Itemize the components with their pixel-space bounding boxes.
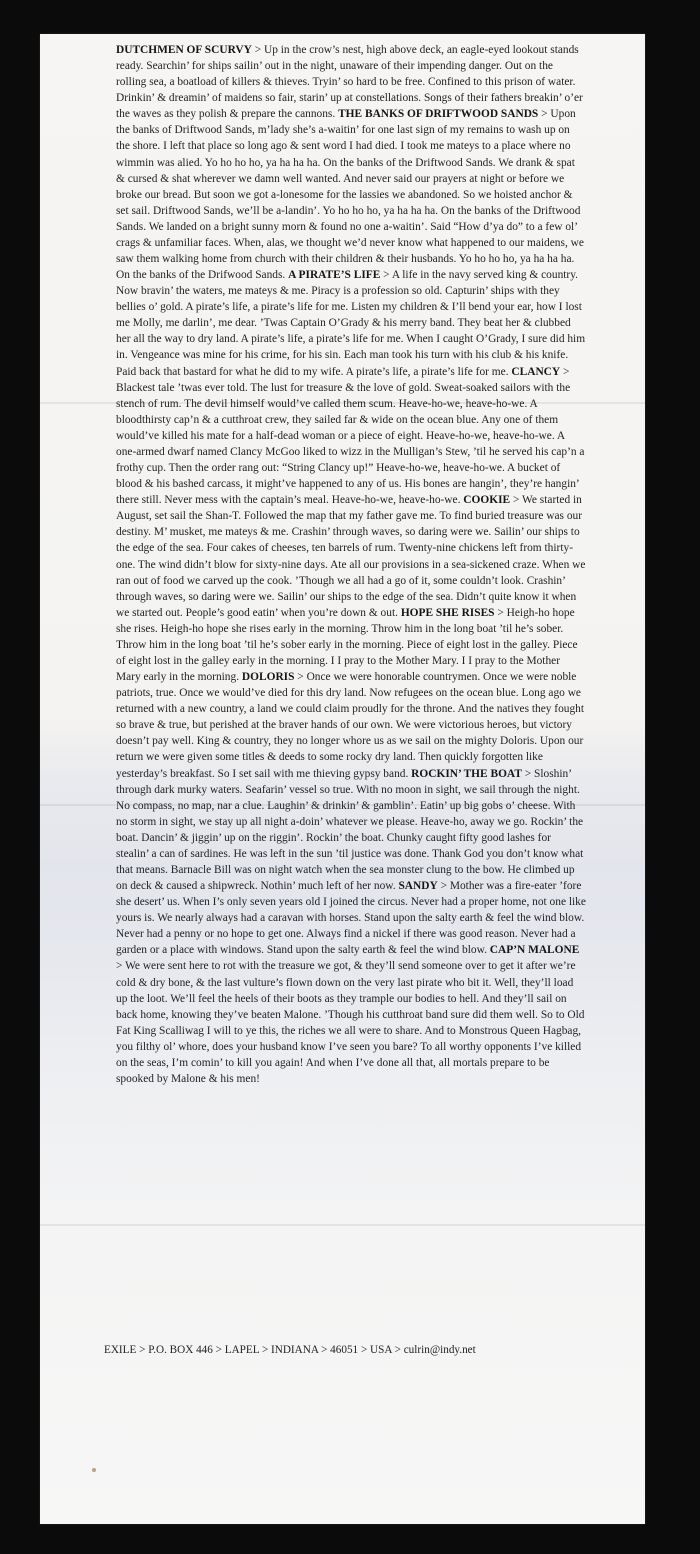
song-title: CLANCY (511, 365, 561, 378)
song-lyrics: Heigh-ho hope she rises. Heigh-ho hope she rises early in the morning. Throw him in the long boat ’til he’s sober. Throw him in the long boat ’til he’s sober early in the morning. Piece of eight lost in the galley. Piece of eight lost in the galley early in the morning. I I pray to the Mother Mary. I I pray to the Mother Mary early in the morning. (116, 606, 578, 684)
song-title: HOPE SHE RISES (400, 606, 495, 619)
separator: > (560, 365, 570, 378)
separator: > (294, 671, 307, 684)
song-title: DUTCHMEN OF SCURVY (116, 44, 252, 56)
song-the-banks-of-driftwood-sands (116, 108, 584, 281)
lyric-sheet (40, 34, 645, 1524)
song-lyrics: We were sent here to rot with the treasure we got, & they’ll send someone over to get it after we’re cold & dry bone, & the last vulture’s flown down on the very last pirate who bit it. Well, they’ll load up the loot. We’ll feel the heels of their boots as they trample our bodies to hell. And they’ll sail on back home, knowing they’ve beaten Malone. ’Though his cutthroat band sure did them well. So to Old Fat King Scalliwag I will to ye this, the riches we all were to share. And to Monstrous Queen Hagbag, you filthy ol’ whore, does your husband know I’ve seen you bare? To all worthy opponents I’ve killed on the seas, I’m comin’ to kill you again! And when I’ve done all that, all mortals prepare to be spooked by Malone & his men! (116, 960, 585, 1085)
song-title: COOKIE (463, 494, 511, 507)
separator: > (437, 880, 450, 893)
paper-speck (92, 1468, 96, 1472)
song-rockin-the-boat (116, 768, 583, 893)
separator: > (380, 269, 392, 282)
song-lyrics: We started in August, set sail the Shan-T. Followed the map that my father gave me. To find buried treasure was our destiny. M’ musket, me mateys & me. Crashin’ through waves, so daring were we. Sailin’ our ships to the edge of the sea. Four cakes of cheeses, ten barrels of rum. Twenty-nine chickens left from thirty-one. The wind didn’t blow for sixty-nine days. Ate all our provisions in a sea-sickened craze. When we ran out of food we carved up the cook. ’Though we all had a go of it, some couldn’t look. Crashin’ through waves, so daring were we. Sailin’ our ships to the edge of the sea. Didn’t quite know it when we started out. People’s good eatin’ when you’re down & out. (116, 494, 586, 619)
song-title: DOLORIS (241, 671, 295, 684)
song-title: THE BANKS OF DRIFTWOOD SANDS (338, 108, 539, 121)
song-lyrics: Blackest tale ’twas ever told. The lust for treasure & the love of gold. Sweat-soaked sailors with the stench of rum. The devil himself would’ve called them scum. Heave-ho-we, heave-ho-we. A bloodthirsty cap’n & a cutthroat crew, they sailed far & wide on the ocean blue. Any one of them would’ve killed his mate for a half-dead woman or a piece of eight. Heave-ho-we, heave-ho-we. A one-armed dwarf named Clancy McGoo liked to wizz in the Mulligan’s Stew, ’til he served his cap’n a frothy cup. Then the order rang out: “String Clancy up!” Heave-ho-we, heave-ho-we. A bucket of blood & his bashed carcass, it might’ve happened to any of us. His bones are hangin’, they’re hangin’ there still. Never mess with the captain’s meal. Heave-ho-we, heave-ho-we. (116, 381, 585, 507)
song-lyrics: A life in the navy served king & country. Now bravin’ the waters, me mateys & me. Piracy is a profession so old. Capturin’ ships with they bellies o’ gold. A pirate’s life, a pirate’s life for me. Listen my children & I’ll bend your ear, how I lost me Molly, me darlin’, me dear. ’Twas Captain O’Grady & his merry band. They beat her & clubbed her all the way to dry land. A pirate’s life, a pirate’s life for me. When I caught O’Grady, I sure did him in. Vengeance was mine for his crime, for his sin. Each man took his turn with his club & his knife. Paid back that bastard for what he did to my wife. A pirate’s life, a pirate’s life for me. (116, 269, 586, 378)
song-title: SANDY (398, 880, 438, 893)
separator: > (538, 108, 551, 121)
song-cookie (116, 494, 585, 619)
song-a-pirates-life (116, 269, 585, 377)
song-title: CAP’N MALONE (489, 944, 580, 957)
song-lyrics: Once we were honorable countrymen. Once we were noble patriots, true. Once we would’ve died for this dry land. Now refugees on the ocean blue. Long ago we returned with a new country, a land we could claim proudly for the throne. And the natives they fought so brave & true, but perished at the braver hands of our own. We were victorious heroes, but victory doesn’t pay well. King & country, they no longer whore us as we sail on the mighty Doloris. Upon our return we were given some titles & deeds to some rocky dry land. Then quickly forgotten like yesterday’s breakfast. So I set sail with me thieving gypsy band. (116, 671, 585, 780)
song-lyrics: Mother was a fire-eater ’fore she desert’ us. When I’s only seven years old I joined the circus. Never had a proper home, not one like yours is. We nearly always had a caravan with horses. Stand upon the salty earth & feel the wind blow. Never had a penny or no hope to get one. Always find a nickel if there was good reason. Never had a garden or a place with windows. Stand upon the salty earth & feel the wind blow. (116, 880, 586, 957)
separator: > (116, 960, 126, 973)
lyrics-body (116, 42, 586, 1352)
song-title: ROCKIN’ THE BOAT (411, 767, 522, 780)
separator: > (251, 44, 264, 56)
contact-address: EXILE > P.O. BOX 446 > LAPEL > INDIANA > 46051 > USA > culrin@indy.net (104, 1344, 476, 1356)
separator: > (494, 606, 507, 619)
separator: > (510, 494, 523, 507)
song-capn-malone (116, 944, 585, 1085)
separator: > (521, 767, 535, 780)
song-lyrics: Sloshin’ through dark murky waters. Seafarin’ vessel so true. With no moon in sight, we sail through the night. No compass, no map, nar a clue. Laughin’ & drinkin’ & gamblin’. Eatin’ up big gobs o’ cheese. With no storm in sight, we stay up all night a-doin’ whatever we please. Heave-ho, away we go. Rockin’ the boat. Dancin’ & jiggin’ up on the riggin’. Rockin’ the boat. Chunky caught fifty good lashes for stealin’ a can of sardines. He was left in the sun ’til justice was done. Thank God you don’t know what that means. Barnacle Bill was on night watch when the sea monster clung to the bow. He climbed up on deck & caused a shipwreck. Nothin’ much left of her now. (116, 767, 584, 893)
song-doloris (116, 671, 584, 779)
song-lyrics: Upon the banks of Driftwood Sands, m’lady she’s a-waitin’ for one last sign of my remains to wash up on the shore. I left that place so long ago & sent word I had died. I took me mateys to a place where no wimmin was alied. Yo ho ho ho, ya ha ha ha. On the banks of the Driftwood Sands. We drank & spat & cursed & shat wherever we damn well wanted. And never said our prayers at night or before we broke our bread. But soon we got a-lonesome for the lassies we abandoned. So we hoisted anchor & set sail. Driftwood Sands, we’ll be a-landin’. Yo ho ho ho, ya ha ha ha. On the banks of the Driftwood Sands. We landed on a bright sunny morn & found no one a-waitin’. Said “How d’ya do” to a few ol’ crags & unfamiliar faces. When, alas, we thought we’d never know what happened to our maidens, we saw them walking home from church with their children & their husbands. Yo ho ho ho, ya ha ha ha. On the banks of the Drifwood Sands. (116, 108, 584, 282)
song-clancy (116, 366, 584, 507)
song-title: A PIRATE’S LIFE (288, 269, 381, 282)
song-lyrics: Up in the crow’s nest, high above deck, an eagle-eyed lookout stands ready. Searchin’ for ships sailin’ out in the night, unaware of their impending danger. Out on the rolling sea, a boatload of killers & thieves. Tryin’ so hard to be free. Confined to this prison of water. Drinkin’ & dreamin’ of maidens so fair, starin’ up at constellations. Songs of their fathers breakin’ o’er the waves as they polish & prepare the cannons. (116, 44, 583, 121)
